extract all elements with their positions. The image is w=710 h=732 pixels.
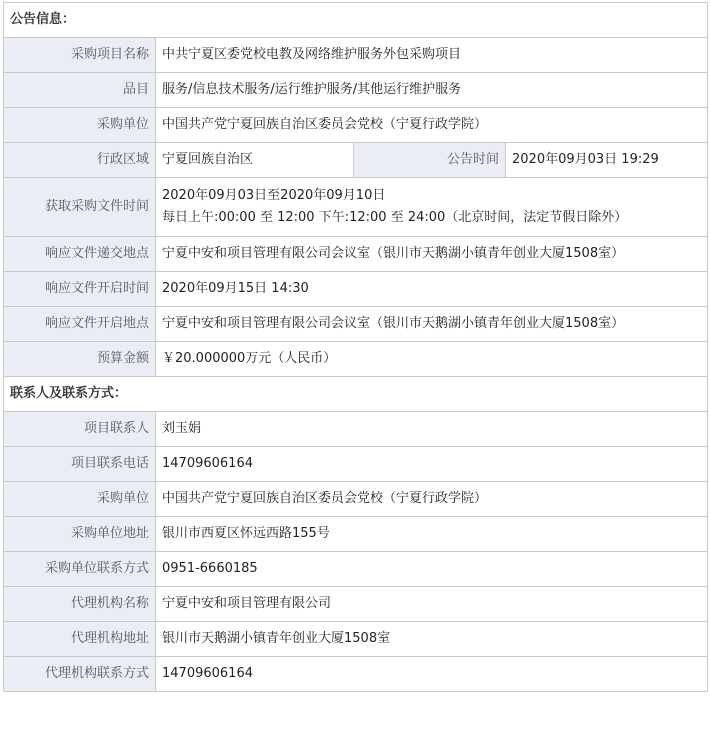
- doc-period-dates: 2020年09月03日至2020年09月10日: [162, 188, 386, 203]
- table-row: [4, 73, 708, 108]
- agency-phone-value: 14709606164: [156, 657, 708, 692]
- table-row: [4, 447, 708, 482]
- contact-purchaser-label: 采购单位: [4, 482, 156, 517]
- notice-table: [3, 2, 708, 692]
- purchaser-address-label: 采购单位地址: [4, 517, 156, 552]
- table-row: [4, 552, 708, 587]
- doc-period-label: 获取采购文件时间: [4, 178, 156, 237]
- agency-label: 代理机构名称: [4, 587, 156, 622]
- project-contact-value: 刘玉娟: [156, 412, 708, 447]
- agency-address-label: 代理机构地址: [4, 622, 156, 657]
- budget-label: 预算金额: [4, 342, 156, 377]
- table-row: [4, 272, 708, 307]
- notice-section-title: 公告信息：: [4, 3, 708, 38]
- table-row: [4, 517, 708, 552]
- project-phone-value: 14709606164: [156, 447, 708, 482]
- open-time-label: 响应文件开启时间: [4, 272, 156, 307]
- table-row: [4, 143, 708, 178]
- submit-place-label: 响应文件递交地点: [4, 237, 156, 272]
- publish-time-value: 2020年09月03日 19:29: [506, 143, 708, 178]
- category-value: 服务/信息技术服务/运行维护服务/其他运行维护服务: [156, 73, 708, 108]
- agency-value: 宁夏中安和项目管理有限公司: [156, 587, 708, 622]
- doc-period-hours: 每日上午:00:00 至 12:00 下午:12:00 至 24:00（北京时间，法定节假日除外）: [162, 210, 628, 225]
- purchaser-value: 中国共产党宁夏回族自治区委员会党校（宁夏行政学院）: [156, 108, 708, 143]
- table-row: [4, 38, 708, 73]
- agency-phone-label: 代理机构联系方式: [4, 657, 156, 692]
- project-name-value: 中共宁夏区委党校电教及网络维护服务外包采购项目: [156, 38, 708, 73]
- region-label: 行政区域: [4, 143, 156, 178]
- table-row: [4, 657, 708, 692]
- project-name-label: 采购项目名称: [4, 38, 156, 73]
- open-place-value: 宁夏中安和项目管理有限公司会议室（银川市天鹅湖小镇青年创业大厦1508室）: [156, 307, 708, 342]
- open-time-value: 2020年09月15日 14:30: [156, 272, 708, 307]
- table-row: [4, 178, 708, 237]
- table-row: [4, 622, 708, 657]
- table-row: [4, 482, 708, 517]
- doc-period-value: [156, 178, 708, 237]
- contacts-section-title: 联系人及联系方式：: [4, 377, 708, 412]
- submit-place-value: 宁夏中安和项目管理有限公司会议室（银川市天鹅湖小镇青年创业大厦1508室）: [156, 237, 708, 272]
- project-phone-label: 项目联系电话: [4, 447, 156, 482]
- table-row: [4, 412, 708, 447]
- contact-purchaser-value: 中国共产党宁夏回族自治区委员会党校（宁夏行政学院）: [156, 482, 708, 517]
- project-contact-label: 项目联系人: [4, 412, 156, 447]
- agency-address-value: 银川市天鹅湖小镇青年创业大厦1508室: [156, 622, 708, 657]
- category-label: 品目: [4, 73, 156, 108]
- table-row: [4, 342, 708, 377]
- purchaser-phone-label: 采购单位联系方式: [4, 552, 156, 587]
- open-place-label: 响应文件开启地点: [4, 307, 156, 342]
- table-row: [4, 307, 708, 342]
- table-row: [4, 237, 708, 272]
- purchaser-label: 采购单位: [4, 108, 156, 143]
- purchaser-phone-value: 0951-6660185: [156, 552, 708, 587]
- purchaser-address-value: 银川市西夏区怀远西路155号: [156, 517, 708, 552]
- table-row: [4, 587, 708, 622]
- table-row: [4, 108, 708, 143]
- publish-time-label: 公告时间: [354, 143, 506, 178]
- region-value: 宁夏回族自治区: [156, 143, 354, 178]
- budget-value: ￥20.000000万元（人民币）: [156, 342, 708, 377]
